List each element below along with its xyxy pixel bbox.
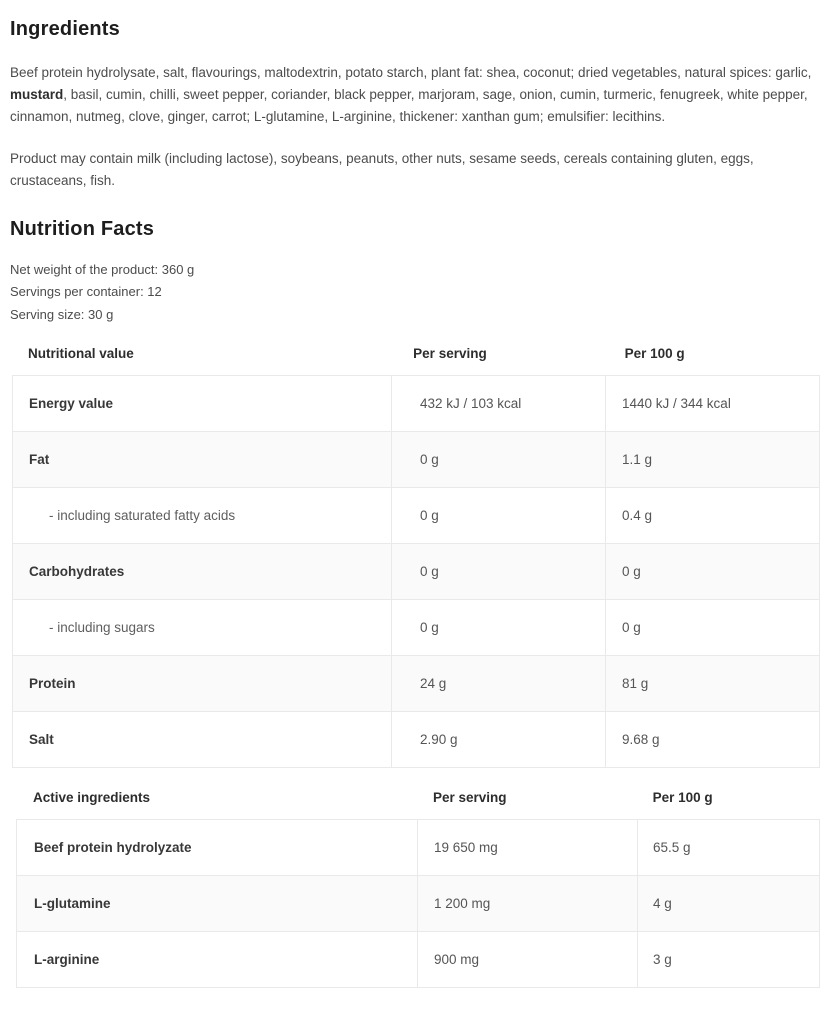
nutrient-label: Salt	[29, 732, 54, 748]
per-serving-value: 432 kJ / 103 kcal	[420, 396, 522, 412]
per-100g-value: 1440 kJ / 344 kcal	[622, 396, 731, 412]
col-header-per-serving: Per serving	[433, 790, 507, 806]
table-row-saturated-fat	[13, 487, 819, 543]
per-100g-value: 0.4 g	[622, 508, 653, 524]
col-header-per-serving: Per serving	[413, 346, 487, 362]
per-serving-value: 0 g	[420, 452, 439, 468]
table-row-l-glutamine	[17, 875, 819, 931]
table-row-sugars	[13, 599, 819, 655]
nutrient-label: Energy value	[29, 396, 114, 412]
table-row-salt	[13, 711, 819, 767]
table-row-energy	[13, 376, 819, 431]
active-ingredient-label: L-glutamine	[34, 896, 111, 912]
ingredients-text-post: , basil, cumin, chilli, sweet pepper, coriander, black pepper, marjoram, sage, onion, cumin, turmeric, fenugreek, white pepper, cinnamon, nutmeg, clove, ginger, carrot; L-glutamine, L-arginine, thickener: xanthan gum; emulsifier: lecithins.	[10, 87, 808, 124]
ingredients-paragraph	[10, 62, 816, 128]
nutrition-table	[12, 340, 820, 768]
table-row-l-arginine	[17, 931, 819, 987]
per-100g-value: 3 g	[653, 952, 672, 968]
servings-per-container-line: Servings per container: 12	[10, 284, 162, 300]
per-serving-value: 0 g	[420, 564, 439, 580]
col-header-per-100g: Per 100 g	[652, 790, 713, 806]
serving-size-line: Serving size: 30 g	[10, 306, 114, 322]
per-100g-value: 4 g	[653, 896, 672, 912]
nutrient-sublabel: - including sugars	[49, 620, 155, 636]
allergen-note: Product may contain milk (including lactose), soybeans, peanuts, other nuts, sesame seeds, cereals containing gluten, eggs, crustaceans, fish.	[10, 151, 754, 188]
per-100g-value: 0 g	[622, 564, 641, 580]
nutrition-table-body	[12, 375, 820, 768]
net-weight-line: Net weight of the product: 360 g	[10, 262, 195, 277]
nutrient-label: Protein	[29, 676, 76, 692]
serving-meta	[10, 259, 820, 326]
per-100g-value: 9.68 g	[622, 732, 660, 748]
active-ingredients-table	[16, 784, 820, 988]
ingredients-text-pre: Beef protein hydrolysate, salt, flavourings, maltodextrin, potato starch, plant fat: shea, coconut; dried vegetables, natural spices: garlic,	[10, 65, 812, 80]
col-header-nutritional-value: Nutritional value	[28, 346, 134, 362]
per-100g-value: 81 g	[622, 676, 649, 692]
col-header-per-100g: Per 100 g	[624, 346, 685, 362]
table-row-beef-protein	[17, 820, 819, 875]
nutrition-facts-heading: Nutrition Facts	[10, 218, 155, 240]
active-ingredient-label: Beef protein hydrolyzate	[34, 840, 192, 856]
per-100g-value: 1.1 g	[622, 452, 653, 468]
per-100g-value: 0 g	[622, 620, 641, 636]
col-header-active-ingredients: Active ingredients	[33, 790, 151, 806]
nutrient-sublabel: - including saturated fatty acids	[49, 508, 236, 524]
table-row-carbohydrates	[13, 543, 819, 599]
per-serving-value: 1 200 mg	[434, 896, 491, 912]
active-ingredients-table-body	[16, 819, 820, 988]
table-row-protein	[13, 655, 819, 711]
nutrient-label: Carbohydrates	[29, 564, 125, 580]
per-serving-value: 19 650 mg	[434, 840, 498, 856]
per-serving-value: 2.90 g	[420, 732, 458, 748]
ingredients-heading: Ingredients	[10, 18, 120, 40]
per-serving-value: 0 g	[420, 620, 439, 636]
per-serving-value: 24 g	[420, 676, 447, 692]
table-row-fat	[13, 431, 819, 487]
ingredients-text-bold: mustard	[10, 87, 64, 102]
nutrient-label: Fat	[29, 452, 50, 468]
active-ingredient-label: L-arginine	[34, 952, 100, 968]
per-serving-value: 0 g	[420, 508, 439, 524]
per-100g-value: 65.5 g	[653, 840, 691, 856]
active-ingredients-table-header	[16, 784, 820, 819]
per-serving-value: 900 mg	[434, 952, 480, 968]
nutrition-table-header	[12, 340, 820, 375]
